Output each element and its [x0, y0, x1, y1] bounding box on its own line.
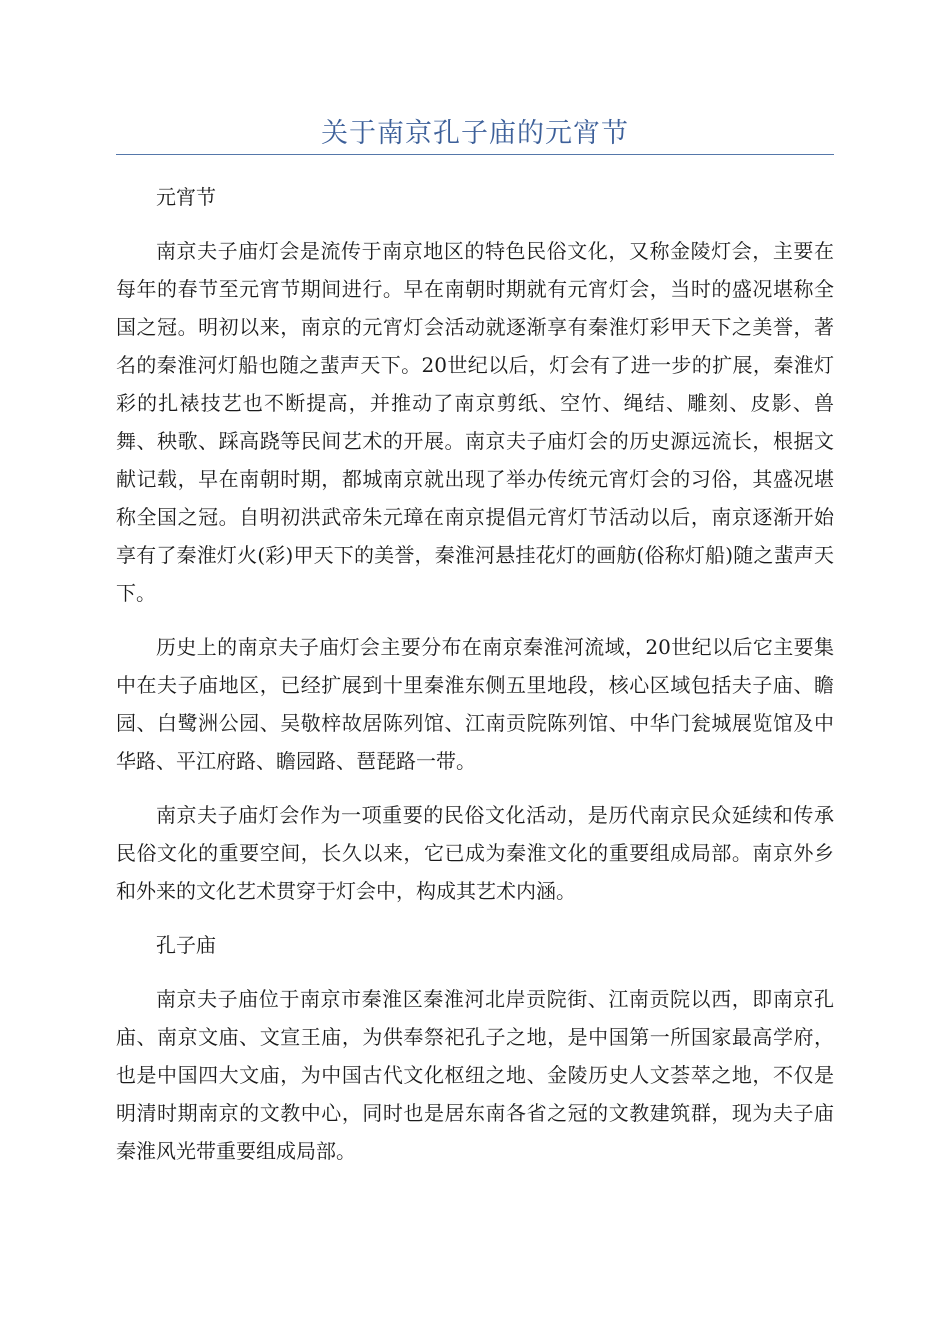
paragraph-lantern-festival-overview: 南京夫子庙灯会是流传于南京地区的特色民俗文化，又称金陵灯会，主要在每年的春节至元宵节期间进行。早在南朝时期就有元宵灯会，当时的盛况堪称全国之冠。明初以来，南京的元宵灯会活动就逐渐享有秦淮灯彩甲天下之美誉，著名的秦淮河灯船也随之蜚声天下。20世纪以后，灯会有了进一步的扩展，秦淮灯彩的扎裱技艺也不断提高，并推动了南京剪纸、空竹、绳结、雕刻、皮影、兽舞、秧歌、踩高跷等民间艺术的开展。南京夫子庙灯会的历史源远流长，根据文献记载，早在南朝时期，都城南京就出现了举办传统元宵灯会的习俗，其盛况堪称全国之冠。自明初洪武帝朱元璋在南京提倡元宵灯节活动以后，南京逐渐开始享有了秦淮灯火(彩)甲天下的美誉，秦淮河悬挂花灯的画舫(俗称灯船)随之蜚声天下。: [116, 239, 834, 605]
document-page: [116, 0, 834, 1186]
section-heading-confucius-temple: 孔子庙: [156, 933, 216, 957]
paragraph-lantern-festival-significance: 南京夫子庙灯会作为一项重要的民俗文化活动，是历代南京民众延续和传承民俗文化的重要空间，长久以来，它已成为秦淮文化的重要组成局部。南京外乡和外来的文化艺术贯穿于灯会中，构成其艺术内涵。: [116, 803, 834, 903]
document-title: 关于南京孔子庙的元宵节: [321, 118, 629, 149]
paragraph-confucius-temple-overview: 南京夫子庙位于南京市秦淮区秦淮河北岸贡院街、江南贡院以西，即南京孔庙、南京文庙、文宣王庙，为供奉祭祀孔子之地，是中国第一所国家最高学府，也是中国四大文庙，为中国古代文化枢纽之地、金陵历史人文荟萃之地，不仅是明清时期南京的文教中心，同时也是居东南各省之冠的文教建筑群，现为夫子庙秦淮风光带重要组成局部。: [116, 987, 834, 1163]
document-body: [116, 178, 834, 1170]
title-underline: [116, 154, 834, 155]
paragraph-lantern-festival-location: 历史上的南京夫子庙灯会主要分布在南京秦淮河流域，20世纪以后它主要集中在夫子庙地区，已经扩展到十里秦淮东侧五里地段，核心区域包括夫子庙、瞻园、白鹭洲公园、吴敬梓故居陈列馆、江南贡院陈列馆、中华门瓮城展览馆及中华路、平江府路、瞻园路、琶琵路一带。: [116, 635, 834, 773]
section-heading-lantern-festival: 元宵节: [156, 185, 216, 209]
